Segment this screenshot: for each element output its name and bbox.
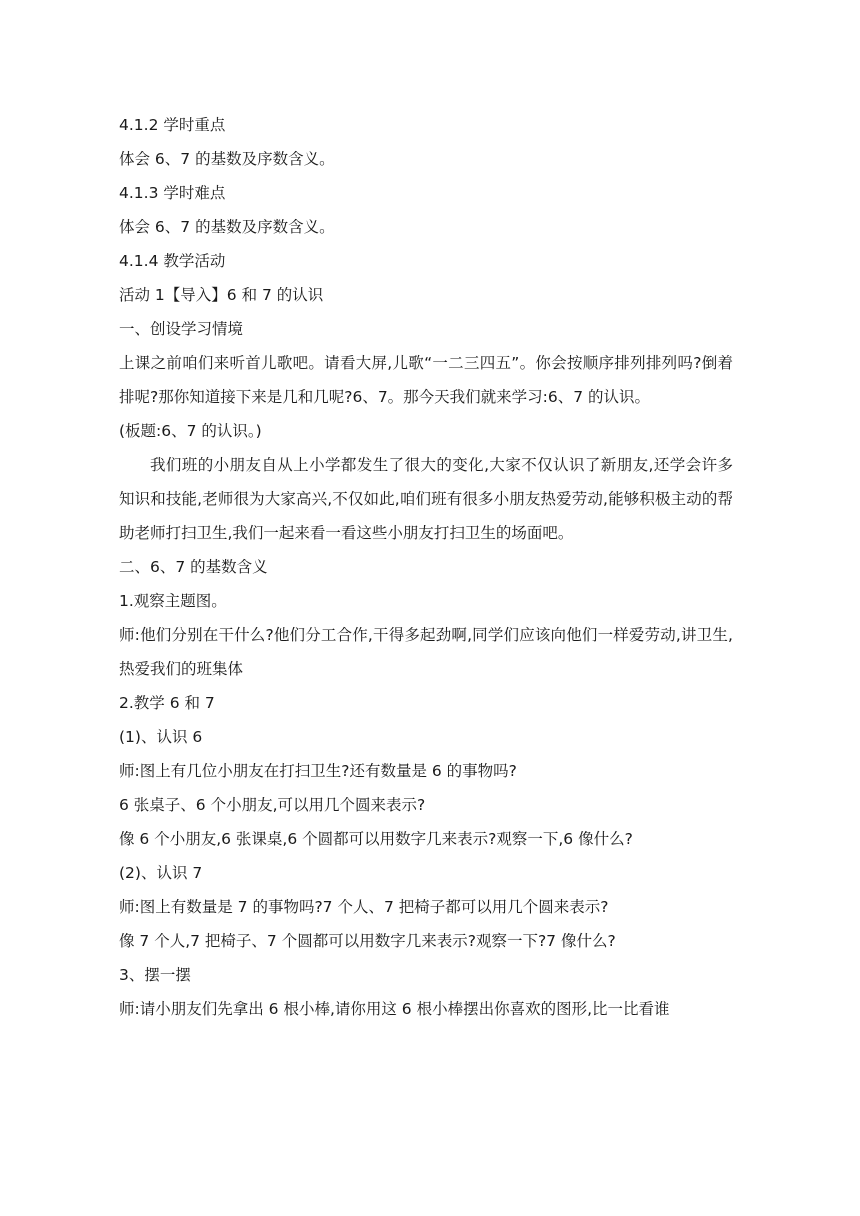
- know7-question-1: 师:图上有数量是 7 的事物吗?7 个人、7 把椅子都可以用几个圆来表示?: [119, 898, 609, 916]
- know6-question-2: 6 张桌子、6 个小朋友,可以用几个圆来表示?: [119, 796, 426, 814]
- key-points-text: 体会 6、7 的基数及序数含义。: [119, 150, 335, 168]
- teacher-paragraph: 师:他们分别在干什么?他们分工合作,干得多起劲啊,同学们应该向他们一样爱劳动,讲卫生,热爱我们的班集体: [119, 626, 733, 678]
- know7-heading: (2)、认识 7: [119, 864, 203, 882]
- know6-heading: (1)、认识 6: [119, 728, 203, 746]
- know7-question-2: 像 7 个人,7 把椅子、7 个圆都可以用数字几来表示?观察一下?7 像什么?: [119, 932, 616, 950]
- arrange-heading: 3、摆一摆: [119, 966, 191, 984]
- section1-heading: 一、创设学习情境: [119, 320, 244, 338]
- document-page: [119, 108, 733, 1026]
- know6-question-1: 师:图上有几位小朋友在打扫卫生?还有数量是 6 的事物吗?: [119, 762, 517, 780]
- section2-heading: 二、6、7 的基数含义: [119, 558, 268, 576]
- observe-heading: 1.观察主题图。: [119, 592, 227, 610]
- arrange-text: 师:请小朋友们先拿出 6 根小棒,请你用这 6 根小棒摆出你喜欢的图形,比一比看谁: [119, 1000, 670, 1018]
- heading-key-points: 4.1.2 学时重点: [119, 116, 226, 134]
- activity-title: 活动 1【导入】6 和 7 的认识: [119, 286, 324, 304]
- teach-heading: 2.教学 6 和 7: [119, 694, 215, 712]
- story-paragraph: 我们班的小朋友自从上小学都发生了很大的变化,大家不仅认识了新朋友,还学会许多知识和技能,老师很为大家高兴,不仅如此,咱们班有很多小朋友热爱劳动,能够积极主动的帮助老师打扫卫生,我们一起来看一看这些小朋友打扫卫生的场面吧。: [119, 456, 733, 542]
- heading-activities: 4.1.4 教学活动: [119, 252, 226, 270]
- know6-question-3: 像 6 个小朋友,6 张课桌,6 个圆都可以用数字几来表示?观察一下,6 像什么?: [119, 830, 633, 848]
- intro-paragraph: 上课之前咱们来听首儿歌吧。请看大屏,儿歌“一二三四五”。你会按顺序排列排列吗?倒着排呢?那你知道接下来是几和几呢?6、7。那今天我们就来学习:6、7 的认识。: [119, 354, 733, 406]
- board-title: (板题:6、7 的认识。): [119, 422, 262, 440]
- heading-difficulties: 4.1.3 学时难点: [119, 184, 226, 202]
- difficulties-text: 体会 6、7 的基数及序数含义。: [119, 218, 335, 236]
